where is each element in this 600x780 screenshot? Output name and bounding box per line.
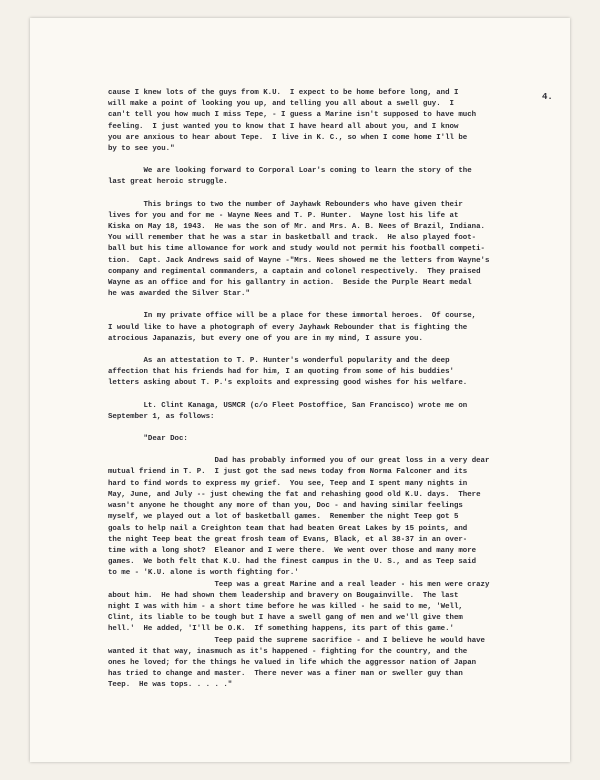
paragraph-6: Lt. Clint Kanaga, USMCR (c/o Fleet Postoffice, San Francisco) wrote me on September 1, as follows: (108, 401, 468, 421)
paragraph-5: As an attestation to T. P. Hunter's wonderful popularity and the deep affection that his friends had for him, I am quoting from some of his buddies' letters asking about T. P.'s exploits and expressing good wishes for his welfare. (108, 357, 468, 388)
page-number: 4. (542, 92, 553, 102)
paragraph-3: This brings to two the number of Jayhawk Rebounders who have given their lives for you and for me - Wayne Nees and T. P. Hunter. Wayne lost his life at Kiska on May 18, 1943. He was the son of Mr. and Mrs. A. B. Nees of Brazil, Indiana. You will remember that he was a star in basketball and track. He also played foot- ball but his time allowance for work and study would not permit his football competi- tion. Capt. Jack Andrews said of Wayne -"Mrs. Nees showed me the letters from Wayne's company and regimental commanders, a captain and colonel respectively. They praised Wayne as an office and for his gallantry in action. Beside the Purple Heart medal he was awarded the Silver Star." (108, 200, 490, 299)
quoted-letter-paragraph-3: Teep paid the supreme sacrifice - and I believe he would have wanted it that way, inasmuch as it's happened - fighting for the country, and the ones he loved; for the things he valued in life which the aggressor nation of Japan has tried to change and master. There never was a finer man or sweller guy than Teep. He was tops. . . . ." (108, 636, 485, 690)
quoted-letter-paragraph-2: Teep was a great Marine and a real leader - his men were crazy about him. He had shown them leadership and bravery on Bougainville. The last night I was with him - a short time before he was killed - he said to me, 'Well, Clint, its liable to be tough but I have a swell gang of men and we'll give them hell.' He added, 'I'll be O.K. If something happens, its part of this game.' (108, 580, 490, 634)
paragraph-1: cause I knew lots of the guys from K.U. I expect to be home before long, and I will make a point of looking you up, and telling you all about a swell guy. I can't tell you how much I miss Tepe, - I guess a Marine isn't supposed to have much feeling. I just wanted you to know that I have heard all about you, and I know you are anxious to hear about Tepe. I live in K. C., so when I come home I'll be by to see you." (108, 89, 477, 154)
document-page (30, 18, 570, 762)
paragraph-4: In my private office will be a place for these immortal heroes. Of course, I would like to have a photograph of every Jayhawk Rebounder that is fighting the atrocious Japanazis, but every one of you are in my mind, I assure you. (108, 312, 477, 343)
letter-body (108, 88, 566, 692)
quoted-letter-paragraph-1: Dad has probably informed you of our great loss in a very dear mutual friend in T. P. I just got the sad news today from Norma Falconer and its hard to find words to express my grief. You see, Teep and I spent many nights in May, June, and July -- just chewing the fat and rehashing good old K.U. days. There wasn't anyone he thought any more of than you, Doc - and having similar feelings myself, we played out a lot of basketball games. Remember the night Teep got 5 goals to help nail a Creighton team that had beaten Great Lakes by 15 points, and the night Teep beat the great frosh team of Evans, Black, et al 38-37 in an over- time with a long shot? Eleanor and I were there. We went over those and many more games. We both felt that K.U. had the finest campus in the U. S., and as Teep said to me - 'K.U. alone is worth fighting for.' (108, 457, 490, 578)
salutation: "Dear Doc: (108, 435, 188, 444)
paragraph-2: We are looking forward to Corporal Loar's coming to learn the story of the last great heroic struggle. (108, 167, 472, 187)
